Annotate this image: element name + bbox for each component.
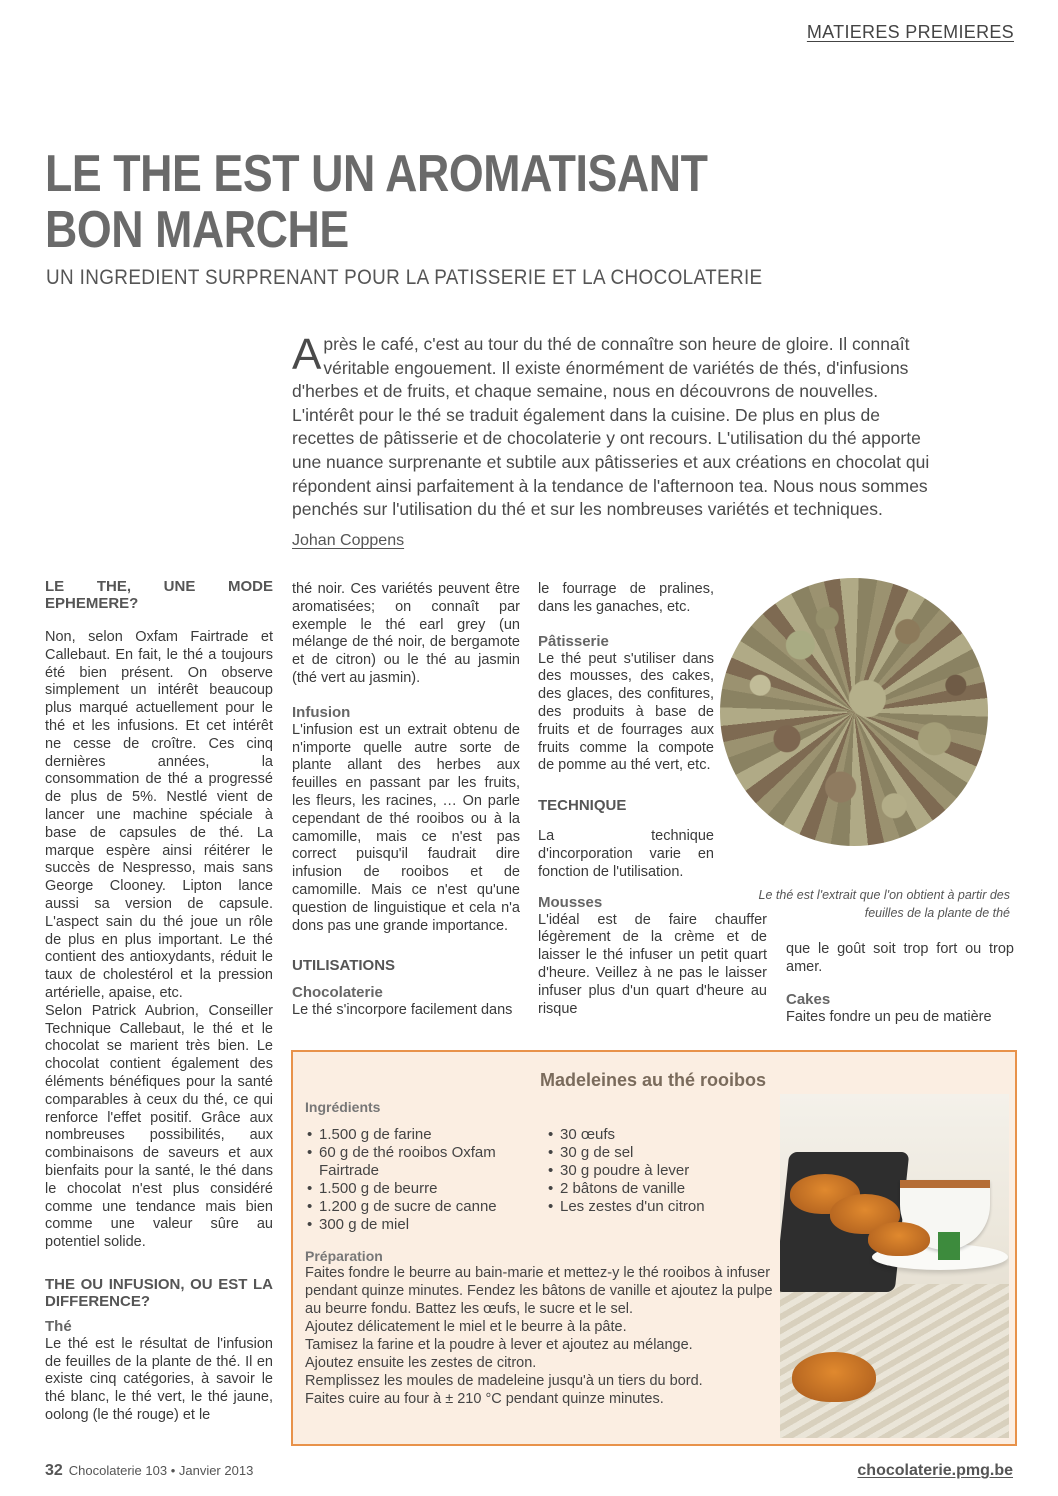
col2-paragraph-3: Le thé s'incorpore facilement dans <box>292 1002 513 1019</box>
preparation-step: Faites cuire au four à ± 210 °C pendant quinze minutes. <box>305 1391 664 1407</box>
preparation-step: Ajoutez ensuite les zestes de citron. <box>305 1355 537 1371</box>
column-1 <box>45 578 273 1425</box>
col3-paragraph-3: La technique d'incorporation varie en fonction de l'utilisation. <box>538 828 714 880</box>
col3-paragraph-4: L'idéal est de faire chauffer légèrement de la crème et de laisser le thé infuser un petit quart d'heure. Veillez à ne pas le laisser infuser plus d'un quart d'heure au risque <box>538 911 767 1017</box>
footer-issue <box>45 1462 253 1480</box>
col1-paragraph-3: Le thé est le résultat de l'infusion de feuilles de la plante de thé. Il en existe cinq catégories, à savoir le thé blanc, le thé vert, le thé jaune, oolong (le thé rouge) et le <box>45 1335 273 1424</box>
subheadline: UN INGREDIENT SURPRENANT POUR LA PATISSERIE ET LA CHOCOLATERIE <box>46 266 763 289</box>
ingredient-item: • 2 bâtons de vanille <box>548 1180 778 1198</box>
ingredient-item: • 1.200 g de sucre de canne <box>307 1198 537 1216</box>
col3-paragraph-2: Le thé peut s'utiliser dans des mousses, des cakes, des glaces, des confitures, des produits à base de fruits et de fourrages aux fruits comme la compote de pomme au thé vert, etc. <box>538 650 714 774</box>
section-tag: MATIERES PREMIERES <box>806 22 1014 42</box>
intro-paragraph <box>292 330 932 522</box>
ingredient-item: • 30 g poudre à lever <box>548 1162 778 1180</box>
author-byline: Johan Coppens <box>292 532 405 549</box>
col3-narrow-block <box>538 581 714 882</box>
ingredient-item: • 300 g de miel <box>307 1216 537 1234</box>
tea-leaves-photo <box>720 578 988 846</box>
ingredient-item: • 60 g de thé rooibos Oxfam Fairtrade <box>307 1144 537 1180</box>
preparation-step: Ajoutez délicatement le miel et le beurre à la pâte. <box>305 1319 627 1335</box>
ingredient-item: • 1.500 g de beurre <box>307 1180 537 1198</box>
madeleine <box>792 1352 876 1402</box>
heading-utilisations: UTILISATIONS <box>292 957 396 975</box>
issue-info: Chocolaterie 103 • Janvier 2013 <box>68 1463 254 1478</box>
preparation-step: Faites fondre le beurre au bain-marie et mettez-y le thé rooibos à infuser pendant quinze minutes. Fendez les bâtons de vanille et ajoutez la pulpe au beurre fondu. Battez les œufs, le sucre et le sel. <box>305 1265 773 1317</box>
headline <box>45 146 733 258</box>
tea-photo-caption: Le thé est l'extrait que l'on obtient à partir des feuilles de la plante de thé <box>758 888 1010 920</box>
preparation-step: Remplissez les moules de madeleine jusqu'à un tiers du bord. <box>305 1373 703 1389</box>
col1-paragraph-2: Selon Patrick Aubrion, Conseiller Technique Callebaut, le thé et le chocolat se marient très bien. Le chocolat contient également des éléments bénéfiques pour la santé comparables à ceux du thé, ce qui renforce l'effet positif. Grâce aux nombreuses possibilités, aux combinaisons de saveurs et aux bienfaits pour la santé, le thé dans le chocolat n'est plus considéré comme une tendance mais bien comme une valeur sûre au potentiel solide. <box>45 1002 273 1251</box>
col2-paragraph-1: thé noir. Ces variétés peuvent être aromatisées; on connaît par exemple le thé earl grey (un mélange de thé noir, de bergamote et de citron) ou le thé au jasmin (thé vert au jasmin). <box>292 581 520 686</box>
ingredients-list-1 <box>307 1126 537 1234</box>
madeleine <box>868 1222 930 1256</box>
ingredient-item: • 1.500 g de farine <box>307 1126 537 1144</box>
column-4 <box>786 941 1014 1026</box>
drop-cap: A <box>292 330 322 379</box>
heading-the-ou-infusion: THE OU INFUSION, OU EST LA DIFFERENCE? <box>45 1275 273 1310</box>
recipe-box <box>291 1050 1017 1446</box>
preparation-label: Préparation <box>305 1248 383 1264</box>
ingredient-item: • 30 œufs <box>548 1126 778 1144</box>
subheading-cakes: Cakes <box>786 990 831 1008</box>
col4-paragraph-2: Faites fondre un peu de matière <box>786 1008 992 1025</box>
ingredients-label: Ingrédients <box>305 1099 381 1115</box>
column-2 <box>292 581 520 1020</box>
headline-line-1: LE THE EST UN AROMATISANT <box>45 145 708 203</box>
ingredient-item: • Les zestes d'un citron <box>548 1198 778 1216</box>
headline-line-2: BON MARCHE <box>45 201 349 259</box>
subheading-infusion: Infusion <box>292 703 351 721</box>
subheading-patisserie: Pâtisserie <box>538 632 609 650</box>
subheading-mousses: Mousses <box>538 893 603 911</box>
recipe-title: Madeleines au thé rooibos <box>539 1070 767 1090</box>
ingredient-item: • 30 g de sel <box>548 1144 778 1162</box>
preparation-steps <box>305 1264 775 1408</box>
column-3 <box>538 581 767 1018</box>
col2-paragraph-2: L'infusion est un extrait obtenu de n'importe quelle autre sorte de plante allant des herbes aux feuilles en passant par les fruits, les fleurs, les racines, … On parle cependant de thé rooibos ou à la camomille, mais ce n'est pas correct puisqu'il faudrait dire infusion de rooibos et de camomille. Mais ce n'est qu'une question de linguistique et cela n'a dons pas une grande importance. <box>292 721 520 934</box>
intro-text: près le café, c'est au tour du thé de connaître son heure de gloire. Il connaît véritable engouement. Il existe énormément de variétés de thés, d'infusions d'herbes et de fruits, et chaque semaine, nous en découvrons de nouvelles. L'intérêt pour le thé se traduit également dans la cuisine. De plus en plus de recettes de pâtisserie et de chocolaterie y ont recours. L'utilisation du thé apporte une nuance surprenante et subtile aux pâtisseries et aux créations en chocolat qui répondent ainsi parfaitement à la tendance de l'afternoon tea. Nous nous sommes penchés sur l'utilisation du thé et sur les nombreuses variétés et techniques. <box>292 334 930 520</box>
col1-paragraph-1: Non, selon Oxfam Fairtrade et Callebaut. En fait, le thé a toujours été bien présent. On observe simplement un intérêt beaucoup plus marqué actuellement pour le thé et les infusions. Et cet intérêt ne cesse de croître. Ces cinq dernières années, la consommation de thé a progressé de plus de 5%. Nestlé vient de lancer une machine spéciale à base de capsules de thé. La marque espère ainsi réitérer le succès de Nespresso, mais sans George Clooney. Lipton lance aussi sa version de capsule. L'aspect sain du thé joue un rôle de plus en plus important. Le thé contient des antioxydants, réduit le taux de cholestérol et la pression artérielle, apaise, etc. <box>45 629 273 1001</box>
heading-mode-ephemere: LE THE, UNE MODE EPHEMERE? <box>45 578 273 612</box>
subheading-the: Thé <box>45 1317 72 1335</box>
tea-bag-tag <box>938 1232 960 1260</box>
ingredients-list-2 <box>548 1126 778 1216</box>
heading-technique: TECHNIQUE <box>538 797 627 815</box>
col4-paragraph-1: que le goût soit trop fort ou trop amer. <box>786 941 1014 975</box>
page-number: 32 <box>45 1462 63 1479</box>
col3-paragraph-1: le fourrage de pralines, dans les ganaches, etc. <box>538 581 714 615</box>
subheading-chocolaterie: Chocolaterie <box>292 984 383 1002</box>
madeleines-tea-photo <box>780 1094 1009 1438</box>
footer-website-link[interactable]: chocolaterie.pmg.be <box>857 1462 1013 1479</box>
preparation-step: Tamisez la farine et la poudre à lever et ajoutez au mélange. <box>305 1337 693 1353</box>
